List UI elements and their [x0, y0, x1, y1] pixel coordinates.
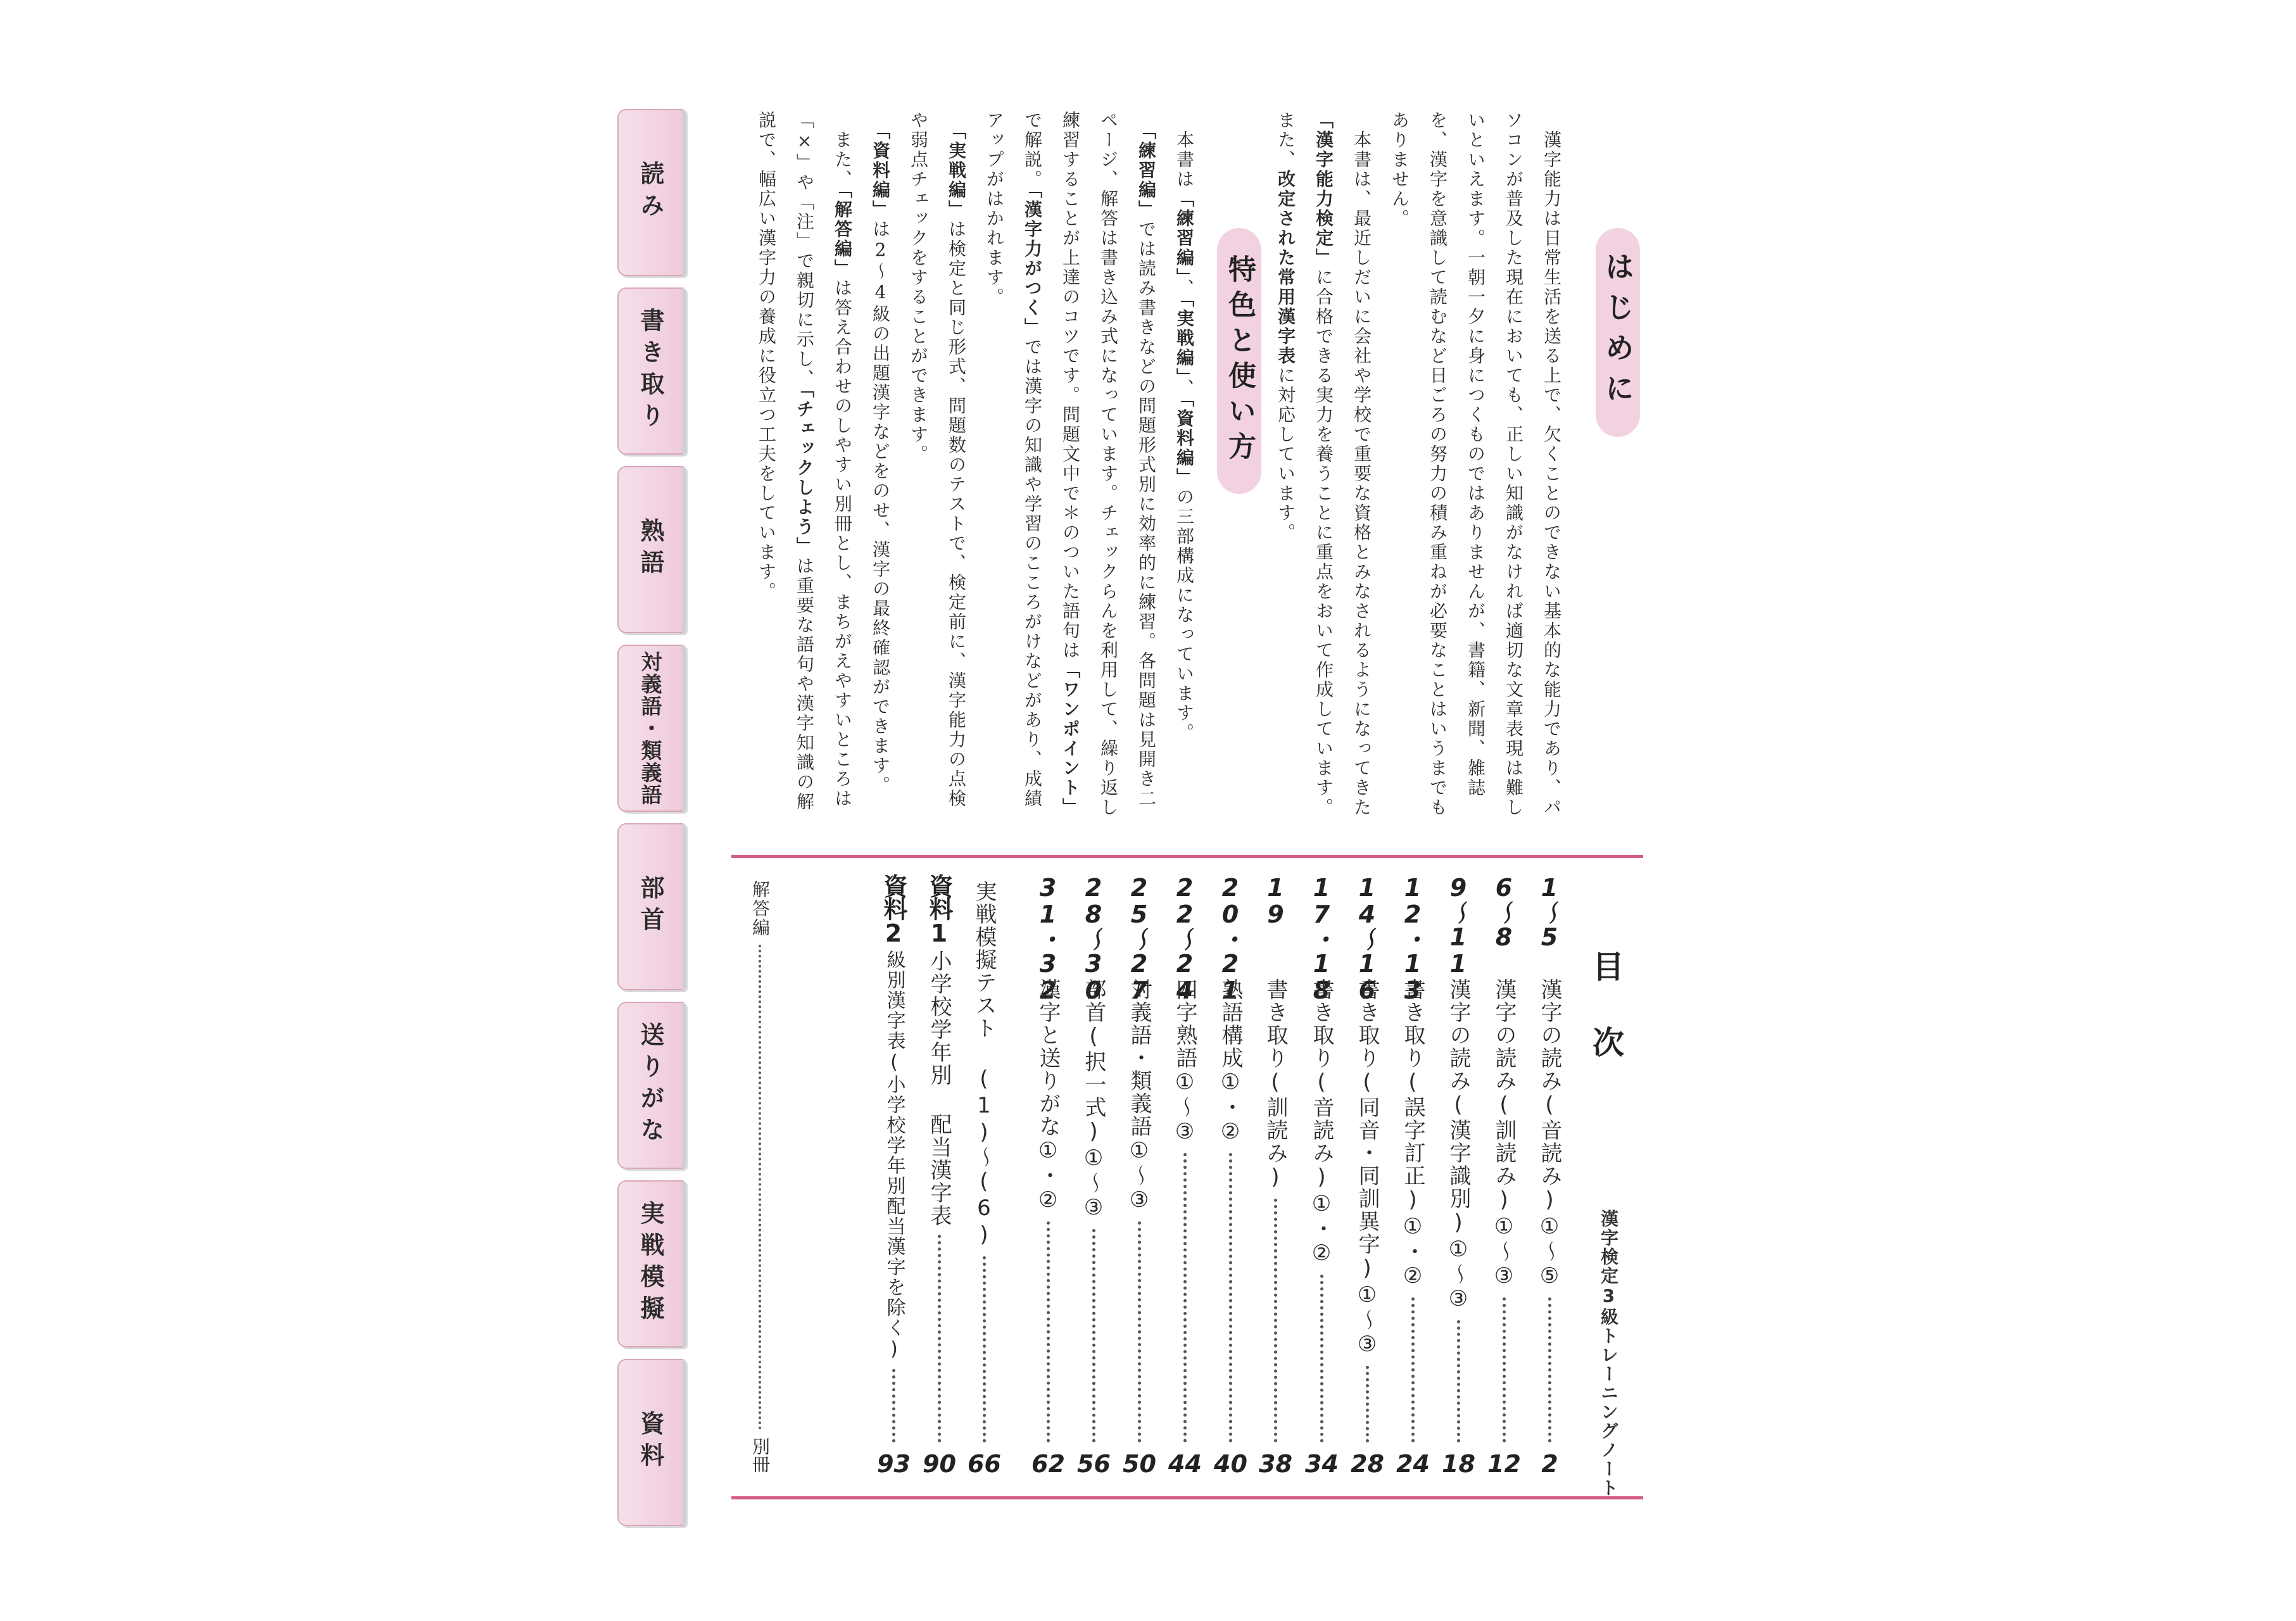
tokushoku-heading-text: 特色と使い方: [1223, 255, 1256, 467]
toc-entry[interactable]: [747, 874, 773, 1482]
tokushoku-paragraph-1: 本書は「練習編」、「実戦編」、「資料編」の三部構成になっています。: [1174, 130, 1195, 743]
tokushoku-paragraph-2: 「練習編」では読み書きなどの問題形式別に効率的に練習。各問題は見開き二ページ、解答は書き込み式になっています。チェックらんを利用して、繰り返し練習することが上達のコツです。問題文中で＊のついた語句は「ワンポイント」で解説。「漢字力がつく」では漢字の知識や学習のこころがけなどがあり、成績アップがはかれます。: [984, 111, 1157, 817]
tab-label: 熟語: [636, 518, 664, 581]
toc-dot-leader: [1229, 1153, 1232, 1442]
toc-dot-leader: [938, 1235, 941, 1442]
toc-entry[interactable]: [1350, 874, 1385, 1482]
toc-entry-page: 50: [1123, 1450, 1156, 1478]
toc-entry-label: 小学校学年別 配当漢字表: [926, 950, 952, 1227]
toc-entry-page: 40: [1214, 1450, 1247, 1478]
tab-label: 資料: [636, 1411, 664, 1474]
toc-entry[interactable]: [876, 874, 911, 1482]
toc-entry-page: 62: [1031, 1450, 1065, 1478]
toc-entry-label: 漢字の読み(訓読み)①～③: [1491, 978, 1517, 1290]
tab-label: 実戦模擬: [636, 1201, 664, 1327]
toc-entry-page: 28: [1351, 1450, 1384, 1478]
toc-dot-leader: [1320, 1275, 1323, 1442]
toc-subtitle: 漢字検定3級トレーニングノート: [1598, 1209, 1619, 1498]
toc-entry-page: 34: [1305, 1450, 1339, 1478]
tab-jukugo[interactable]: [617, 466, 686, 633]
toc-dot-leader: [1138, 1221, 1141, 1442]
toc-dot-leader: [1548, 1297, 1551, 1442]
toc-dot-leader: [983, 1256, 986, 1442]
toc-entry-label: 熟語構成①・②: [1218, 978, 1243, 1145]
toc-entry[interactable]: [1076, 874, 1111, 1482]
toc-entry[interactable]: [1213, 874, 1248, 1482]
tab-label: 読み: [636, 161, 664, 224]
tokushoku-heading: [1217, 228, 1261, 494]
toc-entry-page: 2: [1541, 1450, 1558, 1478]
toc-entry-number: 31・32: [1034, 874, 1062, 1003]
toc-entry-label: 級別漢字表(小学校学年別配当漢字を除く): [883, 950, 905, 1361]
toc-bottom-divider: [731, 1496, 1643, 1499]
tab-label: 書き取り: [636, 308, 664, 434]
toc-entry-label: 漢字の読み(音読み)①～⑤: [1537, 978, 1562, 1290]
toc-dot-leader: [759, 945, 761, 1430]
toc-entry[interactable]: [1122, 874, 1157, 1482]
toc-dot-leader: [1411, 1297, 1415, 1442]
tab-jissen-mogi[interactable]: [617, 1180, 686, 1347]
toc-entry-page: 90: [923, 1450, 956, 1478]
toc-entry-number: 14～16: [1353, 874, 1381, 1003]
toc-entry-number: 1～5: [1536, 874, 1563, 950]
toc-dot-leader: [1183, 1153, 1187, 1442]
toc-entry-label: 対義語・類義語①～③: [1126, 978, 1152, 1214]
toc-entry[interactable]: [1396, 874, 1430, 1482]
toc-entry[interactable]: [968, 874, 1001, 1482]
toc-entry-label: 実戦模擬テスト (1)～(6): [971, 880, 997, 1249]
toc-entry-page: 66: [968, 1450, 1001, 1478]
toc-entry[interactable]: [1487, 874, 1522, 1482]
toc-entry-number: 12・13: [1399, 874, 1427, 1003]
tokushoku-body: [735, 111, 1203, 826]
toc-entry-number: 資料1: [925, 874, 953, 946]
toc-entry-number: 28～30: [1080, 874, 1107, 1003]
toc-dot-leader: [1092, 1229, 1095, 1442]
toc-entry-page: 38: [1259, 1450, 1292, 1478]
tab-okurigana[interactable]: [617, 1002, 686, 1169]
toc-entry-number: 6～8: [1490, 874, 1518, 950]
toc-entry[interactable]: [1259, 874, 1292, 1482]
tab-yomi[interactable]: [617, 109, 686, 276]
toc-entry-label: 漢字の読み(漢字識別)①～③: [1446, 978, 1471, 1313]
toc-dot-leader: [1047, 1221, 1050, 1442]
toc-entry-label: 書き取り(誤字訂正)①・②: [1400, 978, 1425, 1290]
tokushoku-paragraph-3: 「実戦編」は検定と同じ形式、問題数のテストで、検定前に、漢字能力の点検や弱点チェックをすることができます。: [908, 111, 967, 809]
toc-entry[interactable]: [1304, 874, 1339, 1482]
hajime-heading: [1596, 228, 1640, 437]
tab-label: 対義語・類義語: [638, 650, 663, 806]
toc-entry-page: 18: [1442, 1450, 1475, 1478]
toc-entry-number: 資料2: [880, 874, 907, 946]
tab-shiryo[interactable]: [617, 1359, 686, 1526]
hajime-heading-text: はじめに: [1601, 251, 1635, 413]
toc-entry-number: 25～27: [1125, 874, 1153, 1003]
toc-dot-leader: [892, 1369, 895, 1442]
toc-dot-leader: [1503, 1297, 1506, 1442]
toc-entry-number: 17・18: [1308, 874, 1335, 1003]
tokushoku-paragraph-5: また、「解答編」は答え合わせのしやすい別冊とし、まちがえやすいところは「×」や「注」で親切に示し、「チェックしよう」は重要な語句や漢字知識の解説で、幅広い漢字力の養成に役立つ工夫をしています。: [756, 111, 853, 812]
toc-entry-page: 93: [877, 1450, 911, 1478]
toc-entry[interactable]: [1441, 874, 1476, 1482]
toc-entry-page: 56: [1077, 1450, 1111, 1478]
toc-entry[interactable]: [1532, 874, 1567, 1482]
tab-taigigo-ruigigo[interactable]: [617, 645, 686, 812]
toc-top-divider: [731, 855, 1643, 858]
toc-title: 目次: [1587, 950, 1624, 1102]
tokushoku-paragraph-4: 「資料編」は2～4級の出題漢字などをのせ、漢字の最終確認ができます。: [870, 130, 891, 795]
toc-entry-page: 44: [1168, 1450, 1202, 1478]
toc-dot-leader: [1366, 1366, 1369, 1442]
toc-entry[interactable]: [1031, 874, 1066, 1482]
tab-kakitori[interactable]: [617, 287, 686, 455]
toc-entry-label: 書き取り(訓読み): [1262, 978, 1288, 1191]
toc-entry-number: 20・21: [1216, 874, 1244, 1003]
toc-dot-leader: [1274, 1199, 1277, 1442]
toc-entry-number: 19: [1261, 874, 1290, 927]
toc-entry-label: 書き取り(音読み)①・②: [1309, 978, 1334, 1267]
toc-entry[interactable]: [922, 874, 957, 1482]
toc-entry-page: 24: [1396, 1450, 1430, 1478]
toc-entry-number: 22～24: [1171, 874, 1199, 1003]
toc-entry-page: 12: [1487, 1450, 1521, 1478]
toc-entry-label: 書き取り(同音・同訓異字)①～③: [1354, 978, 1380, 1358]
toc-entry-label: 四字熟語①～③: [1172, 978, 1197, 1145]
toc-entry-label: 解答編: [750, 880, 771, 937]
hajime-paragraph-1: 漢字能力は日常生活を送る上で、欠くことのできない基本的な能力であり、パソコンが普及した現在においても、正しい知識がなければ適切な文章表現は難しいといえます。一朝一夕に身につくものではありませんが、書籍、新聞、雑誌を、漢字を意識して読むなど日ごろの努力の積み重ねが必要なことはいうまでもありません。: [1389, 111, 1562, 817]
hajime-paragraph-2: 本書は、最近しだいに会社や学校で重要な資格とみなされるようになってきた「漢字能力検定」に合格できる実力を養うことに重点をおいて作成しています。また、改定された常用漢字表に対応しています。: [1275, 111, 1372, 817]
tab-label: 部首: [636, 875, 664, 938]
toc-entry-label: 漢字と送りがな①・②: [1035, 978, 1061, 1214]
toc-entry-page: 別冊: [750, 1437, 771, 1473]
toc-entry-number: 9～11: [1444, 874, 1472, 976]
tab-label: 送りがな: [636, 1022, 664, 1149]
toc-entry[interactable]: [1168, 874, 1202, 1482]
hajime-body: [1275, 111, 1570, 826]
tab-bushu[interactable]: [617, 823, 686, 990]
toc-entry-label: 部首(択一式)①～③: [1081, 978, 1106, 1221]
toc-dot-leader: [1457, 1320, 1460, 1442]
